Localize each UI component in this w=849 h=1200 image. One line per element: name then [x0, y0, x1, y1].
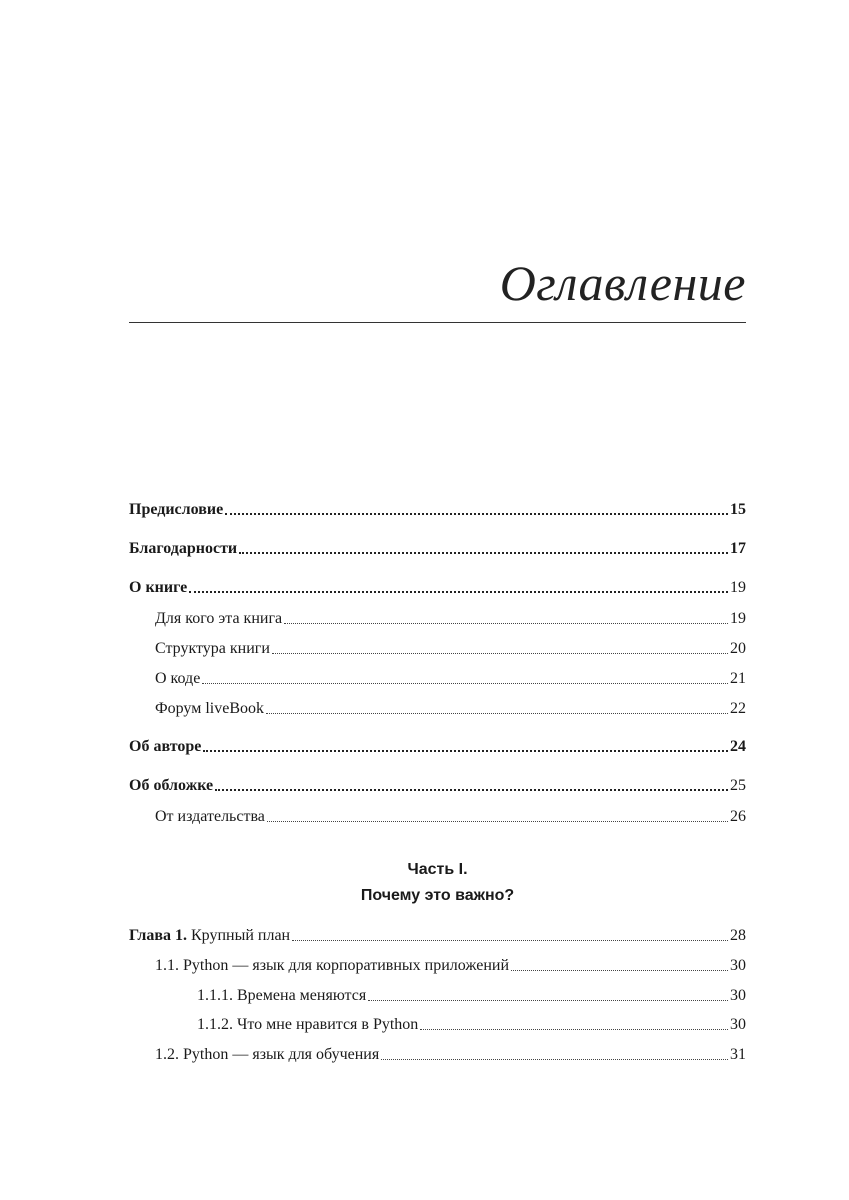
dot-leader — [420, 1028, 728, 1030]
chapter-title: Крупный план — [191, 927, 291, 944]
toc-entry-about-author[interactable] — [129, 737, 746, 757]
dot-leader — [381, 1058, 728, 1060]
toc-entry-acknowledgements[interactable] — [129, 539, 746, 559]
toc-entry-label: Об обложке — [129, 777, 214, 794]
toc-entry-about-cover[interactable] — [129, 776, 746, 796]
dot-leader — [266, 712, 728, 714]
toc-entry-label: О книге — [129, 579, 188, 596]
dot-leader — [202, 682, 728, 684]
toc-entry-publisher[interactable] — [155, 807, 746, 827]
toc-entry-label: 1.1. Python — язык для корпоративных приложений — [155, 957, 510, 974]
dot-leader — [239, 551, 728, 554]
title-rule — [129, 322, 746, 323]
toc-entry-label: Для кого эта книга — [155, 610, 283, 627]
toc-entry-page: 21 — [730, 670, 746, 687]
toc-entry-label: Форум liveBook — [155, 700, 265, 717]
toc-entry-structure[interactable] — [155, 639, 746, 659]
toc-entry-page: 25 — [730, 777, 746, 794]
toc-entry-page: 19 — [730, 610, 746, 627]
toc-entry-page: 15 — [730, 501, 746, 518]
toc-entry-label: 1.1.1. Времена меняются — [197, 987, 367, 1004]
toc-entry-audience[interactable] — [155, 609, 746, 629]
chapter-prefix: Глава 1. — [129, 927, 187, 944]
toc-entry-page: 30 — [730, 987, 746, 1004]
toc-entry-section-1-1[interactable] — [155, 956, 746, 976]
toc-entry-page: 22 — [730, 700, 746, 717]
toc-entry-label: 1.2. Python — язык для обучения — [155, 1046, 380, 1063]
toc-entry-page: 30 — [730, 957, 746, 974]
dot-leader — [368, 999, 728, 1001]
toc-entry-page: 20 — [730, 640, 746, 657]
toc-entry-page: 24 — [730, 738, 746, 755]
toc-entry-label — [129, 926, 290, 946]
toc-entry-label: Благодарности — [129, 540, 238, 557]
dot-leader — [284, 622, 728, 624]
dot-leader — [189, 590, 728, 593]
part-heading-title: Почему это важно? — [360, 887, 515, 904]
toc-entry-page: 19 — [730, 579, 746, 596]
toc-entry-page: 31 — [730, 1046, 746, 1063]
toc-entry-section-1-1-2[interactable] — [197, 1015, 746, 1035]
toc-entry-page: 30 — [730, 1016, 746, 1033]
dot-leader — [272, 652, 728, 654]
dot-leader — [215, 788, 728, 791]
toc-entry-label: О коде — [155, 670, 201, 687]
page-title: Оглавление — [499, 255, 746, 311]
dot-leader — [511, 969, 728, 971]
toc-entry-chapter-1[interactable] — [129, 926, 746, 946]
dot-leader — [292, 939, 728, 941]
toc-entry-label: Структура книги — [155, 640, 270, 657]
toc-entry-section-1-2[interactable] — [155, 1045, 746, 1065]
dot-leader — [267, 820, 728, 822]
toc-entry-section-1-1-1[interactable] — [197, 986, 746, 1006]
toc-entry-page: 26 — [730, 808, 746, 825]
toc-entry-label: 1.1.2. Что мне нравится в Python — [197, 1016, 419, 1033]
toc-entry-forum[interactable] — [155, 699, 746, 719]
toc-entry-page: 17 — [730, 540, 746, 557]
toc-entry-label: Об авторе — [129, 738, 202, 755]
toc-entry-code[interactable] — [155, 669, 746, 689]
toc-entry-about-book[interactable] — [129, 578, 746, 598]
part-heading-number: Часть I. — [407, 861, 468, 878]
dot-leader — [203, 749, 728, 752]
toc-entry-page: 28 — [730, 927, 746, 944]
toc-entry-preface[interactable] — [129, 500, 746, 520]
toc-entry-label: Предисловие — [129, 501, 224, 518]
toc-entry-label: От издательства — [155, 808, 265, 825]
dot-leader — [225, 512, 728, 515]
